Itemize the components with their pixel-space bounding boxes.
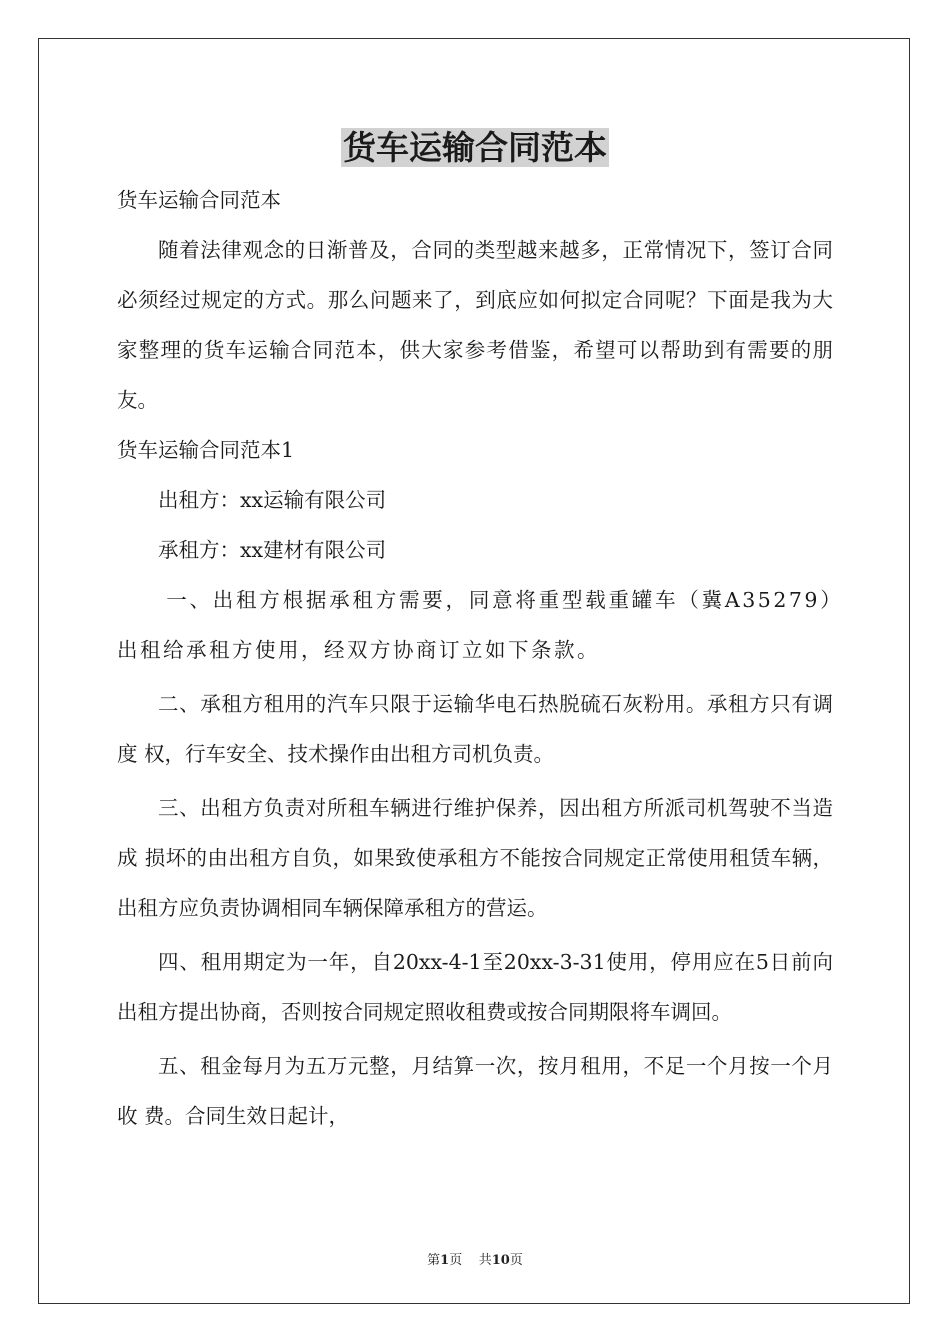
footer-page-suffix: 页 [449,1253,463,1268]
footer-total-suffix: 页 [509,1253,523,1268]
footer-total-prefix: 共 [478,1253,492,1268]
footer-page-number: 1 [440,1253,450,1268]
document-title [0,126,950,170]
footer-page-prefix: 第 [427,1253,441,1268]
page-footer [0,1249,950,1268]
document-subtitle: 货车运输合同范本 [117,188,281,212]
clause-4: 四、租用期定为一年，自20xx-4-1至20xx-3-31使用，停用应在5日前向 出租方提出协商，否则按合同规定照收租费或按合同期限将车调回。 [117,950,833,1024]
lessor-line: 出租方：xx运输有限公司 [158,488,387,512]
footer-total-pages: 10 [491,1253,510,1268]
document-body [117,175,833,1141]
document-title-text: 货车运输合同范本 [343,128,607,167]
clause-3: 三、出租方负责对所租车辆进行维护保养，因出租方所派司机驾驶不当造成 损坏的由出租方自负，如果致使承租方不能按合同规定正常使用租赁车辆，出租方应负责协调相同车辆保障承租方的营运。 [117,796,833,920]
clause-1: 一、出租方根据承租方需要，同意将重型载重罐车（冀A35279）出租给承租方使用，经双方协商订立如下条款。 [117,588,833,662]
intro-paragraph: 随着法律观念的日渐普及，合同的类型越来越多，正常情况下，签订合同必须经过规定的方式。那么问题来了，到底应如何拟定合同呢？下面是我为大家整理的货车运输合同范本，供大家参考借鉴，希望可以帮助到有需要的朋友。 [117,238,833,412]
section-heading: 货车运输合同范本1 [117,438,295,462]
clause-2: 二、承租方租用的汽车只限于运输华电石热脱硫石灰粉用。承租方只有调度 权，行车安全、技术操作由出租方司机负责。 [117,692,833,766]
clause-5: 五、租金每月为五万元整，月结算一次，按月租用，不足一个月按一个月收 费。合同生效日起计， [117,1054,833,1128]
lessee-line: 承租方：xx建材有限公司 [158,538,387,562]
